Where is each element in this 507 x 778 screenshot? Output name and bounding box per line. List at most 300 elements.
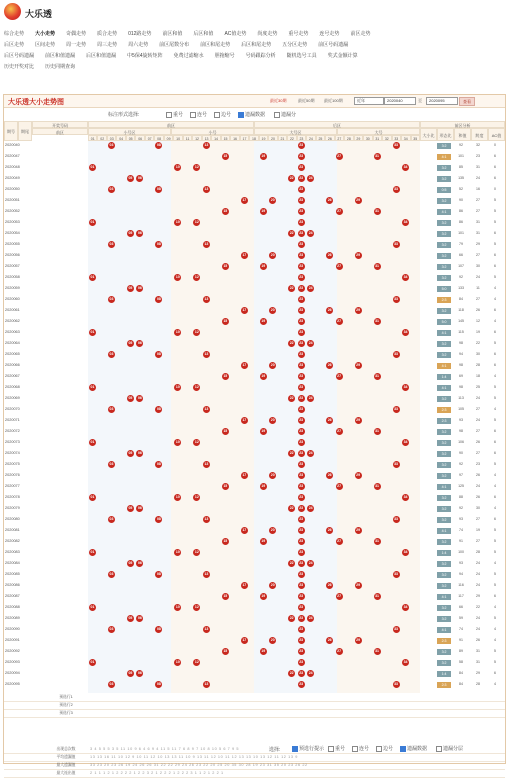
row-span: 27 (476, 539, 480, 543)
table-row (4, 394, 505, 403)
drawn-number-ball: 23 (299, 176, 304, 180)
row-ac: 4 (494, 605, 496, 609)
legend-option-label: 遗漏数据 (407, 746, 428, 752)
row-span: 22 (476, 341, 480, 345)
drawn-number-ball: 22 (289, 616, 294, 620)
nav-link[interactable]: AC值走势 (224, 31, 247, 37)
drawn-number-ball: 23 (299, 550, 304, 554)
drawn-number-ball: 12 (194, 275, 199, 279)
legend-checkbox[interactable] (352, 746, 358, 752)
nav-link[interactable]: 奇偶走势 (66, 31, 87, 37)
row-span: 31 (476, 220, 480, 224)
drawn-number-ball: 23 (299, 165, 304, 169)
row-sum: 107 (458, 264, 464, 268)
drawn-number-ball: 23 (299, 396, 304, 400)
row-issue: 2020079 (5, 506, 20, 510)
query-button[interactable]: 查看 (459, 97, 475, 106)
number-col-header: 08 (154, 135, 163, 141)
number-col-header: 27 (335, 135, 344, 141)
legend-option-label: 遗漏分层 (443, 746, 464, 752)
row-span: 26 (476, 440, 480, 444)
row-ac: 6 (494, 495, 496, 499)
nav-link[interactable]: 周三走势 (97, 42, 118, 48)
site-header (0, 0, 507, 26)
size-ratio-badge: 2:3 (437, 682, 451, 688)
nav-link[interactable]: 后区走势 (4, 42, 25, 48)
drawn-number-ball: 29 (356, 253, 361, 257)
stat-row-label: 平均遗漏值 (56, 755, 76, 759)
drawn-number-ball: 10 (175, 275, 180, 279)
drawn-number-ball: 13 (204, 297, 209, 301)
size-ratio-badge: 3:2 (437, 517, 451, 523)
row-span: 24 (476, 176, 480, 180)
drawn-number-ball: 22 (289, 561, 294, 565)
drawn-number-ball: 31 (375, 649, 380, 653)
drawn-number-ball: 23 (299, 660, 304, 664)
row-sum: 106 (458, 440, 464, 444)
nav-row-3 (4, 50, 504, 61)
drawn-number-ball: 33 (394, 143, 398, 147)
stat-row-label: 最大遗漏值 (56, 763, 76, 767)
nav-link[interactable]: 历史同期查询 (45, 64, 76, 70)
stat-row-values: 2 1 1 1 2 1 2 2 2 2 1 2 2 3 2 1 2 2 2 1 2 2 2 3 1 1 2 1 2 2 1 (90, 771, 224, 775)
drawn-number-ball: 23 (299, 616, 304, 620)
drawn-number-ball: 31 (375, 429, 380, 433)
size-ratio-badge: 4:1 (437, 385, 451, 391)
row-sum: 74 (459, 528, 463, 532)
row-issue: 2020088 (5, 605, 20, 609)
legend-checkbox[interactable] (376, 746, 382, 752)
size-ratio-badge: 3:2 (437, 605, 451, 611)
row-span: 18 (476, 374, 480, 378)
row-span: 30 (476, 506, 480, 510)
table-row (4, 537, 505, 546)
drawn-number-ball: 06 (137, 561, 142, 565)
nav-link[interactable]: 连号走势 (319, 31, 340, 37)
analysis-col-header: 跨度 (471, 128, 488, 141)
drawn-number-ball: 24 (308, 451, 313, 455)
drawn-number-ball: 05 (128, 616, 133, 620)
size-ratio-badge: 3:2 (437, 396, 451, 402)
drawn-number-ball: 23 (299, 495, 304, 499)
nav-link[interactable]: 前区号码遗漏 (318, 42, 349, 48)
row-issue: 2020072 (5, 429, 20, 433)
number-col-header: 10 (173, 135, 182, 141)
legend-checkbox[interactable] (436, 746, 442, 752)
table-row (4, 240, 505, 249)
drawn-number-ball: 12 (194, 495, 199, 499)
drawn-number-ball: 05 (128, 286, 133, 290)
number-col-header: 18 (249, 135, 258, 141)
drawn-number-ball: 23 (299, 275, 304, 279)
nav-link[interactable]: 五分区走势 (282, 42, 308, 48)
legend-checkbox[interactable] (292, 746, 298, 752)
drawn-number-ball: 08 (156, 627, 161, 631)
nav-link[interactable]: 前区和尾走势 (200, 42, 231, 48)
row-issue: 2020064 (5, 341, 20, 345)
row-issue: 2020052 (5, 209, 20, 213)
size-ratio-badge: 3:2 (437, 451, 451, 457)
drawn-number-ball: 20 (270, 308, 275, 312)
nav-link[interactable]: 尚度走势 (257, 31, 278, 37)
drawn-number-ball: 06 (137, 671, 142, 675)
row-issue: 2020067 (5, 374, 20, 378)
nav-link[interactable]: 综合走势 (4, 31, 25, 37)
drawn-number-ball: 19 (261, 539, 266, 543)
row-ac: 5 (494, 198, 496, 202)
drawn-number-ball: 23 (299, 341, 304, 345)
drawn-number-ball: 20 (270, 473, 275, 477)
drawn-number-ball: 33 (394, 517, 398, 521)
table-row (4, 229, 505, 238)
size-ratio-badge: 4:1 (437, 209, 451, 215)
legend-checkbox[interactable] (328, 746, 334, 752)
mark-option-checkbox[interactable] (190, 112, 196, 118)
drawn-number-ball: 31 (375, 154, 380, 158)
nav-row-4 (4, 61, 504, 72)
preselect-row[interactable] (4, 709, 505, 718)
row-ac: 5 (494, 539, 496, 543)
drawn-number-ball: 01 (90, 220, 95, 224)
number-col-header: 12 (192, 135, 201, 141)
drawn-number-ball: 13 (204, 682, 209, 686)
drawn-number-ball: 12 (194, 385, 199, 389)
nav-link[interactable]: 前区和值 (162, 31, 183, 37)
table-row (4, 438, 505, 447)
drawn-number-ball: 19 (261, 154, 266, 158)
row-span: 23 (476, 154, 480, 158)
size-ratio-badge: 1:4 (437, 374, 451, 380)
drawn-number-ball: 01 (90, 495, 95, 499)
custom-period-select[interactable]: 近年 (354, 97, 384, 105)
drawn-number-ball: 15 (223, 649, 228, 653)
nav-link[interactable]: 区间走势 (35, 42, 56, 48)
site-logo-text[interactable]: 大乐透 (25, 9, 53, 19)
mark-option-checkbox[interactable] (214, 112, 220, 118)
size-ratio-badge: 4:1 (437, 154, 451, 160)
drawn-number-ball: 31 (375, 319, 380, 323)
mark-options-label: 标注形式选择: (108, 112, 140, 118)
table-row (4, 526, 505, 535)
drawn-number-ball: 27 (337, 374, 342, 378)
drawn-number-ball: 23 (299, 627, 304, 631)
table-row (4, 570, 505, 579)
drawn-number-ball: 03 (109, 352, 114, 356)
row-sum: 91 (459, 539, 463, 543)
table-row (4, 372, 505, 381)
drawn-number-ball: 19 (261, 264, 266, 268)
row-ac: 5 (494, 528, 496, 532)
drawn-number-ball: 24 (308, 176, 313, 180)
size-ratio-badge: 3:2 (437, 495, 451, 501)
drawn-number-ball: 24 (308, 231, 313, 235)
row-span: 27 (476, 253, 480, 257)
row-sum: 52 (459, 187, 463, 191)
drawn-number-ball: 23 (299, 308, 304, 312)
nav-link[interactable]: 中5保4旋转矩阵 (127, 53, 163, 59)
drawn-number-ball: 13 (204, 462, 209, 466)
row-sum: 84 (459, 682, 463, 686)
size-ratio-badge: 3:2 (437, 660, 451, 666)
drawn-number-ball: 27 (337, 429, 342, 433)
drawn-number-ball: 03 (109, 143, 114, 147)
row-ac: 6 (494, 440, 496, 444)
drawn-number-ball: 23 (299, 143, 304, 147)
size-ratio-badge: 2:3 (437, 418, 451, 424)
drawn-number-ball: 13 (204, 572, 209, 576)
table-row (4, 515, 505, 524)
table-row (4, 152, 505, 161)
nav-link[interactable]: 胆拖缩号 (214, 53, 235, 59)
drawn-number-ball: 15 (223, 539, 228, 543)
drawn-number-ball: 15 (223, 319, 228, 323)
row-issue: 2020084 (5, 561, 20, 565)
size-ratio-badge: 4:1 (437, 330, 451, 336)
row-span: 19 (476, 330, 480, 334)
row-span: 25 (476, 385, 480, 389)
row-ac: 6 (494, 253, 496, 257)
drawn-number-ball: 03 (109, 517, 114, 521)
chart-nav (4, 28, 504, 72)
nav-link[interactable]: 前区尾数分布 (159, 42, 190, 48)
drawn-number-ball: 10 (175, 605, 180, 609)
drawn-number-ball: 33 (394, 407, 398, 411)
drawn-number-ball: 20 (270, 583, 275, 587)
size-ratio-badge: 4:1 (437, 594, 451, 600)
drawn-number-ball: 23 (299, 583, 304, 587)
row-span: 24 (476, 275, 480, 279)
drawn-number-ball: 15 (223, 264, 228, 268)
row-span: 28 (476, 363, 480, 367)
row-ac: 6 (494, 264, 496, 268)
drawn-number-ball: 26 (327, 418, 332, 422)
row-span: 24 (476, 484, 480, 488)
row-sum: 101 (458, 154, 464, 158)
drawn-number-ball: 23 (299, 286, 304, 290)
row-sum: 69 (459, 374, 463, 378)
mark-option-checkbox[interactable] (166, 112, 172, 118)
drawn-number-ball: 33 (394, 462, 398, 466)
drawn-number-ball: 17 (242, 473, 247, 477)
size-ratio-badge: 3:2 (437, 352, 451, 358)
row-span: 19 (476, 528, 480, 532)
period-50-link[interactable]: 最近50期 (298, 98, 315, 103)
row-sum: 74 (459, 627, 463, 631)
drawn-number-ball: 05 (128, 506, 133, 510)
row-ac: 5 (494, 462, 496, 466)
row-issue: 2020092 (5, 649, 20, 653)
row-ac: 0 (494, 143, 496, 147)
nav-link[interactable]: 前区走势 (350, 31, 371, 37)
row-ac: 6 (494, 363, 496, 367)
drawn-number-ball: 03 (109, 682, 114, 686)
table-row (4, 471, 505, 480)
drawn-number-ball: 10 (175, 220, 180, 224)
drawn-number-ball: 34 (403, 330, 408, 334)
drawn-number-ball: 23 (299, 605, 304, 609)
drawn-number-ball: 12 (194, 165, 199, 169)
drawn-number-ball: 22 (289, 341, 294, 345)
row-sum: 93 (459, 418, 463, 422)
nav-link[interactable]: 后区和值遗漏 (86, 53, 117, 59)
size-ratio-badge: 3:2 (437, 649, 451, 655)
row-span: 24 (476, 583, 480, 587)
table-row (4, 284, 505, 293)
table-row (4, 163, 505, 172)
row-issue: 2020090 (5, 627, 20, 631)
page-title: 大乐透大小走势图 (8, 99, 64, 106)
nav-row-2 (4, 39, 504, 50)
mark-option-checkbox[interactable] (238, 112, 244, 118)
size-ratio-badge: 5:0 (437, 286, 451, 292)
number-col-header: 19 (259, 135, 268, 141)
row-issue: 2020074 (5, 451, 20, 455)
mark-option-checkbox[interactable] (274, 112, 280, 118)
nav-link[interactable]: 随机选号工具 (286, 53, 317, 59)
drawn-number-ball: 08 (156, 242, 161, 246)
row-issue: 2020047 (5, 154, 20, 158)
drawn-number-ball: 01 (90, 550, 95, 554)
row-ac: 4 (494, 297, 496, 301)
drawn-number-ball: 15 (223, 374, 228, 378)
period-100-link[interactable]: 最近100期 (324, 98, 343, 103)
legend-option-label: 预选行提示 (299, 746, 325, 752)
analysis-header: 前区分析 (420, 121, 505, 128)
drawn-number-ball: 20 (270, 253, 275, 257)
legend-checkbox[interactable] (400, 746, 406, 752)
legend-option-label: 重号 (335, 746, 346, 752)
number-col-header: 01 (88, 135, 97, 141)
drawn-number-ball: 12 (194, 605, 199, 609)
row-ac: 6 (494, 451, 496, 455)
row-issue: 2020062 (5, 319, 20, 323)
drawn-number-ball: 01 (90, 385, 95, 389)
drawn-number-ball: 17 (242, 583, 247, 587)
size-ratio-badge: 4:1 (437, 627, 451, 633)
nav-link[interactable]: 后区和值 (193, 31, 214, 37)
row-ac: 6 (494, 165, 496, 169)
nav-link[interactable]: 号码跟踪分析 (245, 53, 276, 59)
size-ratio-badge: 3:2 (437, 539, 451, 545)
drawn-number-ball: 08 (156, 352, 161, 356)
drawn-number-ball: 17 (242, 638, 247, 642)
table-row (4, 460, 505, 469)
nav-link[interactable]: 周一走势 (66, 42, 87, 48)
row-ac: 4 (494, 638, 496, 642)
number-col-header: 26 (325, 135, 334, 141)
row-issue: 2020086 (5, 583, 20, 587)
row-span: 24 (476, 616, 480, 620)
nav-link[interactable]: 后区和尾走势 (241, 42, 272, 48)
row-sum: 113 (458, 396, 464, 400)
table-row (4, 647, 505, 656)
drawn-number-ball: 20 (270, 528, 275, 532)
row-issue: 2020077 (5, 484, 20, 488)
to-issue-input[interactable]: 2020095 (426, 97, 458, 105)
drawn-number-ball: 23 (299, 671, 304, 675)
table-row (4, 658, 505, 667)
drawn-number-ball: 08 (156, 462, 161, 466)
drawn-number-ball: 26 (327, 308, 332, 312)
row-ac: 5 (494, 550, 496, 554)
size-ratio-badge: 3:2 (437, 198, 451, 204)
big-num-header: 大号 (337, 128, 420, 135)
drawn-number-ball: 26 (327, 528, 332, 532)
nav-link[interactable]: 奖式金额计算 (327, 53, 358, 59)
number-col-header: 29 (354, 135, 363, 141)
nav-link[interactable]: 历史开奖对比 (4, 64, 35, 70)
row-span: 11 (476, 286, 480, 290)
drawn-number-ball: 06 (137, 616, 142, 620)
nav-link[interactable]: 大小走势 (35, 31, 56, 37)
legend-bar (0, 744, 507, 754)
row-sum: 93 (459, 517, 463, 521)
row-issue: 2020060 (5, 297, 20, 301)
row-ac: 4 (494, 682, 496, 686)
row-span: 28 (476, 550, 480, 554)
drawn-number-ball: 33 (394, 187, 398, 191)
period-30-link[interactable]: 最近30期 (270, 98, 287, 103)
table-row (4, 328, 505, 337)
number-col-header: 32 (382, 135, 391, 141)
row-sum: 116 (458, 583, 464, 587)
row-sum: 97 (459, 473, 463, 477)
number-col-header: 23 (297, 135, 306, 141)
analysis-col-header: 大小比 (420, 128, 437, 141)
row-issue: 2020076 (5, 473, 20, 477)
drawn-number-ball: 20 (270, 363, 275, 367)
nav-link[interactable]: 质合走势 (97, 31, 118, 37)
size-ratio-badge: 3:2 (437, 506, 451, 512)
row-ac: 4 (494, 484, 496, 488)
from-issue-input[interactable]: 2020040 (384, 97, 416, 105)
nav-link[interactable]: 012路走势 (128, 31, 152, 37)
lottery-logo-icon[interactable] (4, 3, 21, 20)
row-sum: 98 (459, 341, 463, 345)
table-row (4, 339, 505, 348)
table-row (4, 636, 505, 645)
drawn-number-ball: 01 (90, 165, 95, 169)
drawn-number-ball: 23 (299, 473, 304, 477)
nav-link[interactable]: 免费过滤缩水 (173, 53, 204, 59)
nav-link[interactable]: 后区号码遗漏 (4, 53, 35, 59)
row-sum: 118 (458, 308, 464, 312)
nav-link[interactable]: 周六走势 (128, 42, 149, 48)
row-span: 23 (476, 462, 480, 466)
draw-header: 开奖号码 (32, 121, 88, 128)
drawn-number-ball: 15 (223, 594, 228, 598)
row-ac: 4 (494, 561, 496, 565)
size-ratio-badge: 3:2 (437, 231, 451, 237)
drawn-number-ball: 23 (299, 451, 304, 455)
big-zone-header: 大号区 (254, 128, 337, 135)
drawn-number-ball: 24 (308, 341, 313, 345)
drawn-number-ball: 23 (299, 352, 304, 356)
drawn-number-ball: 05 (128, 176, 133, 180)
drawn-number-ball: 33 (394, 572, 398, 576)
row-span: 16 (476, 187, 480, 191)
drawn-number-ball: 23 (299, 319, 304, 323)
size-ratio-badge: 3:2 (437, 308, 451, 314)
drawn-number-ball: 22 (289, 671, 294, 675)
nav-link[interactable]: 前区和值遗漏 (45, 53, 76, 59)
nav-link[interactable]: 重号走势 (288, 31, 309, 37)
size-ratio-badge: 1:4 (437, 671, 451, 677)
row-ac: 5 (494, 649, 496, 653)
size-ratio-badge: 3:2 (437, 616, 451, 622)
drawn-number-ball: 31 (375, 374, 380, 378)
row-sum: 135 (458, 176, 464, 180)
